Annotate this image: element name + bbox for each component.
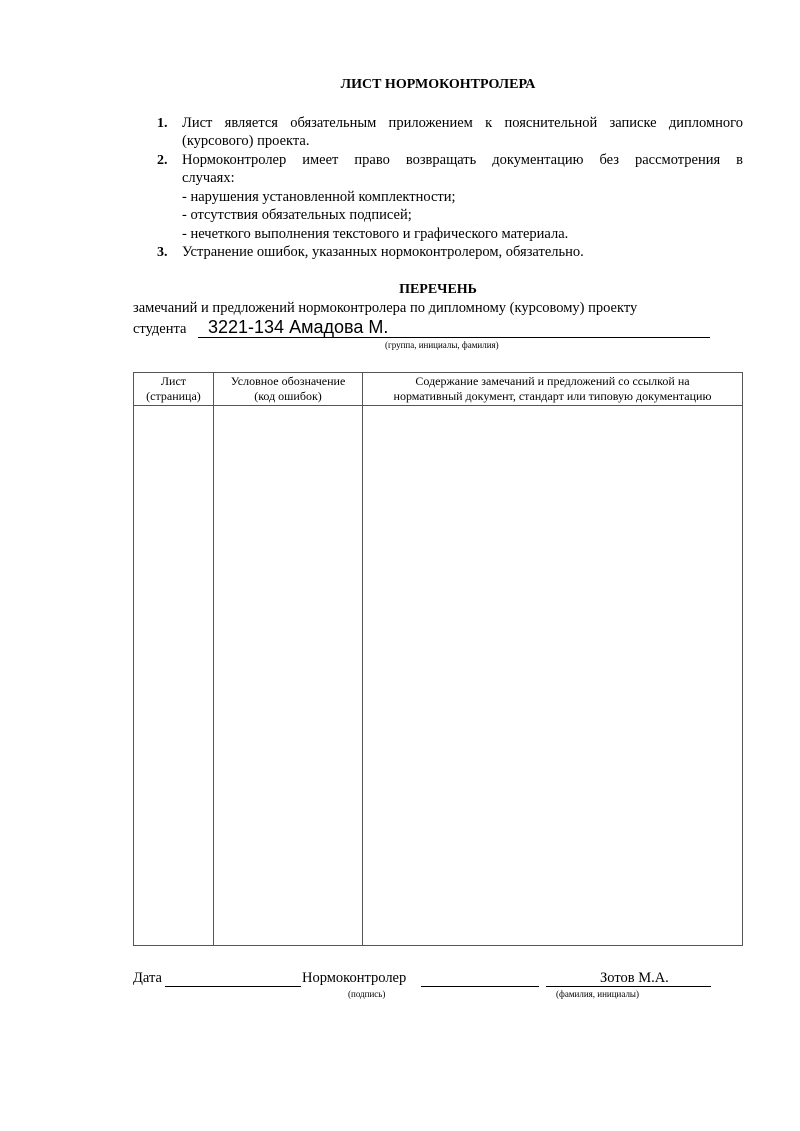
item-text-line: Лист является обязательным приложением к пояснительной записке дипломного [182, 115, 743, 131]
table-cell-sheet [134, 406, 214, 946]
remarks-table [133, 372, 743, 946]
column-header-sheet [134, 373, 214, 406]
table-cell-content [363, 406, 743, 946]
controller-name: Зотов М.А. [600, 970, 669, 986]
header-line: Лист [160, 374, 187, 388]
item-text-line: Нормоконтролер имеет право возвращать документацию без рассмотрения в [182, 152, 743, 168]
name-caption: (фамилия, инициалы) [556, 989, 639, 999]
item-number: 2. [157, 153, 168, 168]
controller-label: Нормоконтролер [302, 970, 407, 986]
list-subtitle: замечаний и предложений нормоконтролера по дипломному (курсовому) проекту [133, 300, 638, 316]
item-number: 1. [157, 116, 168, 131]
item-text-line: - нечеткого выполнения текстового и графического материала. [182, 226, 569, 242]
item-text-line: - отсутствия обязательных подписей; [182, 207, 412, 223]
header-line: Условное обозначение [230, 374, 346, 388]
student-caption: (группа, инициалы, фамилия) [385, 340, 499, 350]
header-line: Содержание замечаний и предложений со ссылкой на [415, 374, 690, 388]
item-text-line: случаях: [182, 170, 235, 186]
list-heading: ПЕРЕЧЕНЬ [399, 282, 477, 297]
student-label: студента [133, 321, 187, 337]
page-title: ЛИСТ НОРМОКОНТРОЛЕРА [340, 77, 536, 92]
column-header-code [214, 373, 363, 406]
date-label: Дата [133, 970, 162, 986]
item-text-line: (курсового) проекта. [182, 133, 310, 149]
table-cell-code [214, 406, 363, 946]
header-line: (код ошибок) [254, 389, 322, 403]
signature-underline [421, 986, 539, 987]
student-value: 3221-134 Амадова М. [208, 317, 389, 337]
date-underline [165, 986, 301, 987]
item-text-line: Устранение ошибок, указанных нормоконтролером, обязательно. [182, 244, 584, 260]
item-text-line: - нарушения установленной комплектности; [182, 189, 456, 205]
header-line: (страница) [146, 389, 201, 403]
header-line: нормативный документ, стандарт или типовую документацию [393, 389, 712, 403]
item-number: 3. [157, 245, 168, 260]
column-header-content [363, 373, 743, 406]
signature-caption: (подпись) [348, 989, 386, 999]
